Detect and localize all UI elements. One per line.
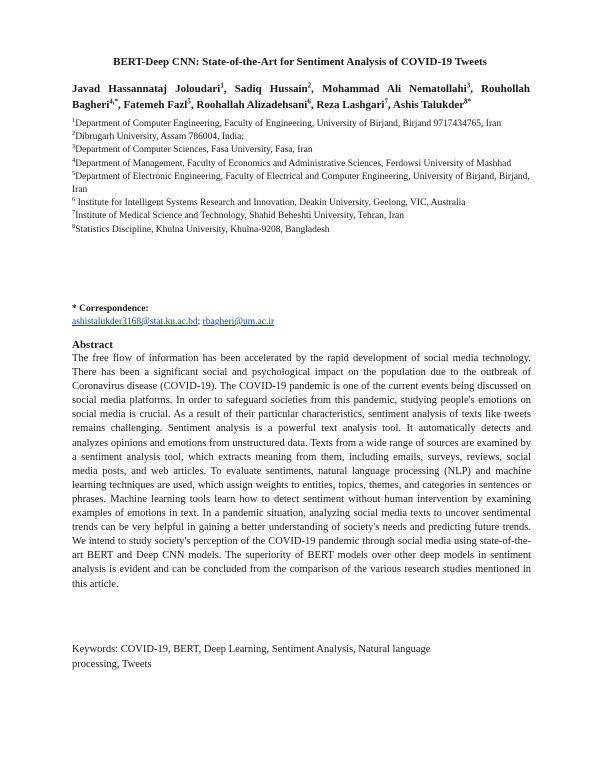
affiliation-text: Department of Electronic Engineering, Faculty of Electrical and Computer Engineering, University of Birjand, Birjand, Iran bbox=[72, 171, 530, 196]
author-name: Ashis Talukder bbox=[392, 99, 465, 111]
author-affiliation-marker: 3 bbox=[466, 81, 471, 90]
author-name: Roohallah Alizadehsani bbox=[196, 99, 308, 111]
affiliation-number: 4 bbox=[72, 156, 76, 164]
abstract-heading: Abstract bbox=[72, 339, 113, 351]
affiliation-number: 6 bbox=[72, 196, 76, 204]
affiliation-item bbox=[72, 131, 532, 144]
author-affiliation-marker: 6 bbox=[307, 97, 311, 106]
affiliation-number: 2 bbox=[72, 130, 76, 138]
email-separator: ; bbox=[197, 317, 203, 327]
author-separator: , bbox=[223, 83, 235, 95]
author-affiliation-marker: 7 bbox=[384, 97, 388, 106]
affiliation-item bbox=[72, 210, 532, 223]
author-list bbox=[72, 81, 530, 113]
author-name: Reza Lashgari bbox=[316, 99, 385, 111]
keywords: Keywords: COVID-19, BERT, Deep Learning, Sentiment Analysis, Natural language processing, Tweets bbox=[72, 644, 431, 670]
author-separator: , bbox=[118, 99, 124, 111]
affiliation-item bbox=[72, 118, 532, 131]
author-affiliation-marker: 8* bbox=[464, 97, 472, 106]
affiliation-number: 3 bbox=[72, 143, 76, 151]
email-link-talukder[interactable]: ashistalukder3168@stat.ku.ac.bd bbox=[72, 317, 198, 327]
affiliation-number: 5 bbox=[72, 169, 76, 177]
affiliation-text: Department of Computer Sciences, Fasa University, Fasa, Iran bbox=[75, 145, 313, 156]
affiliation-number: 8 bbox=[72, 222, 76, 230]
author-affiliation-marker: 5 bbox=[187, 97, 191, 106]
affiliation-item bbox=[72, 197, 532, 210]
affiliation-text: Institute of Medical Science and Technology, Shahid Beheshti University, Tehran, Iran bbox=[75, 211, 404, 222]
affiliation-text: Department of Management, Faculty of Economics and Administrative Sciences, Ferdowsi University of Mashhad bbox=[75, 158, 512, 169]
author-separator: , bbox=[310, 99, 317, 111]
author-separator: , bbox=[311, 83, 323, 95]
affiliation-text: Statistics Discipline, Khulna University, Khulna-9208, Bangladesh bbox=[75, 224, 330, 235]
author-affiliation-marker: 2 bbox=[307, 81, 312, 90]
author-separator: , bbox=[190, 99, 197, 111]
affiliation-item bbox=[72, 171, 532, 197]
author-name: Mohammad Ali Nematollahi bbox=[322, 83, 467, 95]
abstract-body: The free flow of information has been accelerated by the rapid development of social media technology. There has been a significant social and psychological impact on the population due to the outbreak of Coronavirus disease (COVID-19). The COVID-19 pandemic is one of the current events being discussed on social media platforms. In order to safeguard societies from this pandemic, studying people's emotions on social media is crucial. As a result of their particular characteristics, sentiment analysis of texts like tweets remains challenging. Sentiment analysis is a powerful text analysis tool. It automatically detects and analyzes opinions and emotions from unstructured data. Texts from a wide range of sources are examined by a sentiment analysis tool, which extracts meaning from them, including emails, surveys, reviews, social media posts, and web articles. To evaluate sentiments, natural language processing (NLP) and machine learning techniques are used, which assign weights to entities, topics, themes, and categories in sentences or phrases. Machine learning tools learn how to detect sentiment without human intervention by examining examples of emotions in text. In a pandemic situation, analyzing social media texts to uncover sentimental trends can be very helpful in gaining a better understanding of society's needs and predicting future trends. We intend to study society's perception of the COVID-19 pandemic through social media using state-of-the-art BERT and Deep CNN models. The superiority of BERT models over other deep models in sentiment analysis is evident and can be concluded from the comparison of the various research studies mentioned in this article. bbox=[72, 353, 531, 590]
affiliation-text: Institute for Intelligent Systems Research and Innovation, Deakin University, Geelong, VIC, Australia bbox=[75, 198, 466, 209]
affiliation-number: 1 bbox=[72, 116, 76, 124]
correspondence-block bbox=[72, 303, 532, 329]
author-separator: , bbox=[470, 83, 482, 95]
author-separator: , bbox=[387, 99, 393, 111]
affiliation-item bbox=[72, 158, 532, 171]
affiliation-list bbox=[72, 118, 532, 237]
affiliation-number: 7 bbox=[72, 209, 76, 217]
author-name: Sadiq Hussain bbox=[234, 83, 308, 95]
affiliation-text: Dibrugarh University, Assam 786004, India; bbox=[75, 132, 245, 143]
affiliation-item bbox=[72, 144, 532, 157]
author-affiliation-marker: 4,* bbox=[109, 97, 119, 106]
affiliation-item bbox=[72, 224, 532, 237]
correspondence-heading: * Correspondence: bbox=[72, 304, 149, 314]
author-name: Rouhollah Bagheri bbox=[72, 83, 530, 111]
author-name: Fatemeh Fazl bbox=[123, 99, 188, 111]
author-name: Javad Hassannataj Joloudari bbox=[72, 83, 221, 95]
author-affiliation-marker: 1 bbox=[220, 81, 224, 90]
paper-title: BERT-Deep CNN: State-of-the-Art for Sentiment Analysis of COVID-19 Tweets bbox=[113, 56, 487, 68]
affiliation-text: Department of Computer Engineering, Faculty of Engineering, University of Birjand, Birjand 9717434765, Iran bbox=[75, 119, 502, 129]
email-link-bagheri[interactable]: rbagheri@um.ac.ir bbox=[202, 317, 275, 327]
